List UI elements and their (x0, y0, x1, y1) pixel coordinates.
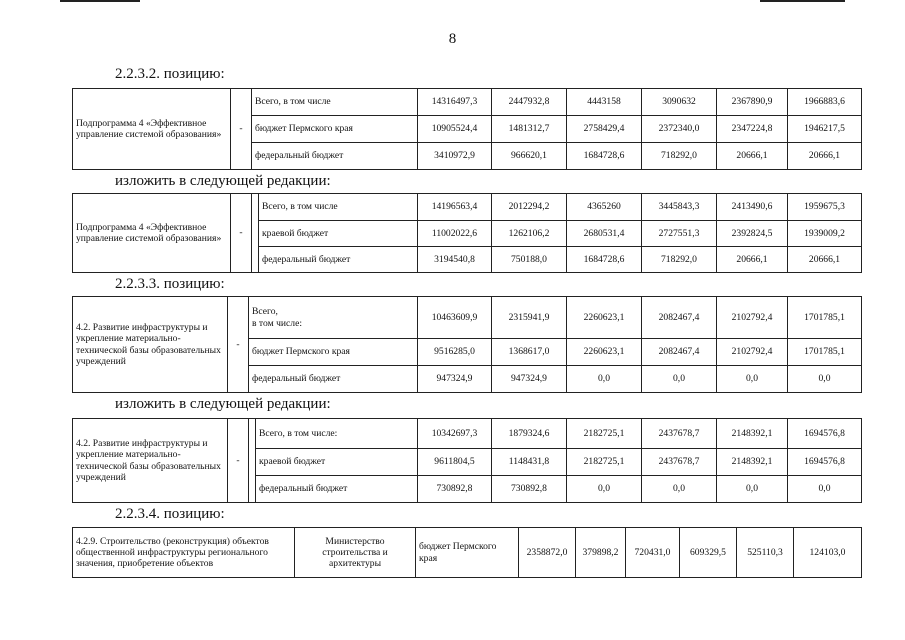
value-cell: 1262106,2 (492, 221, 567, 247)
value-cell: 1946217,5 (788, 116, 862, 143)
dash-cell: - (231, 89, 252, 170)
table-original-subprogram-4 (72, 88, 862, 170)
value-cell: 4365260 (567, 194, 642, 221)
measure-name: 4.2. Развитие инфраструктуры и укрепление материально-технической базы образовательных учреждений (73, 419, 228, 503)
value-cell: 1701785,1 (788, 297, 862, 339)
value-cell: 2082467,4 (642, 339, 717, 366)
row-label: федеральный бюджет (259, 247, 418, 273)
value-cell: 2437678,7 (642, 449, 717, 476)
value-cell: 947324,9 (418, 366, 492, 393)
value-cell: 0,0 (717, 476, 788, 503)
value-cell: 2392824,5 (717, 221, 788, 247)
value-cell: 2260623,1 (567, 297, 642, 339)
table-row (73, 89, 862, 116)
value-cell: 2367890,9 (717, 89, 788, 116)
value-cell: 3445843,3 (642, 194, 717, 221)
value-cell: 2315941,9 (492, 297, 567, 339)
value-cell: 750188,0 (492, 247, 567, 273)
table-row (73, 528, 862, 578)
dash-cell: - (231, 194, 252, 273)
row-label: бюджет Пермского края (249, 339, 418, 366)
dash-cell: - (228, 419, 249, 503)
value-cell: 2182725,1 (567, 449, 642, 476)
value-cell: 2082467,4 (642, 297, 717, 339)
heading-new-edition-1: изложить в следующей редакции: (115, 173, 331, 189)
value-cell: 1481312,7 (492, 116, 567, 143)
heading-2-2-3-3: 2.2.3.3. позицию: (115, 276, 225, 292)
value-cell: 609329,5 (680, 528, 737, 578)
value-cell: 14316497,3 (418, 89, 492, 116)
value-cell: 0,0 (788, 366, 862, 393)
row-label: бюджет Пермского края (252, 116, 418, 143)
value-cell: 0,0 (642, 366, 717, 393)
table-original-4-2 (72, 296, 862, 393)
value-cell: 2758429,4 (567, 116, 642, 143)
table-row (73, 419, 862, 449)
measure-name: 4.2. Развитие инфраструктуры и укрепление материально-технической базы образовательных учреждений (73, 297, 228, 393)
value-cell: 9516285,0 (418, 339, 492, 366)
value-cell: 20666,1 (788, 247, 862, 273)
subprogram-name: Подпрограмма 4 «Эффективное управление системой образования» (73, 194, 231, 273)
row-label: федеральный бюджет (256, 476, 418, 503)
row-label: Всего, в том числе: (256, 419, 418, 449)
subprogram-name: Подпрограмма 4 «Эффективное управление системой образования» (73, 89, 231, 170)
heading-2-2-3-4: 2.2.3.4. позицию: (115, 506, 225, 522)
table-row (73, 194, 862, 221)
value-cell: 20666,1 (788, 143, 862, 170)
value-cell: 1368617,0 (492, 339, 567, 366)
value-cell: 720431,0 (626, 528, 680, 578)
value-cell: 2148392,1 (717, 419, 788, 449)
heading-new-edition-2: изложить в следующей редакции: (115, 396, 331, 412)
value-cell: 730892,8 (492, 476, 567, 503)
row-label: Всего, в том числе: (249, 297, 418, 339)
table-revised-subprogram-4 (72, 193, 862, 273)
value-cell: 2447932,8 (492, 89, 567, 116)
value-cell: 2727551,3 (642, 221, 717, 247)
value-cell: 1694576,8 (788, 419, 862, 449)
value-cell: 9611804,5 (418, 449, 492, 476)
page-number: 8 (448, 31, 457, 47)
value-cell: 0,0 (642, 476, 717, 503)
table-revised-4-2 (72, 418, 862, 503)
value-cell: 2413490,6 (717, 194, 788, 221)
value-cell: 3410972,9 (418, 143, 492, 170)
value-cell: 947324,9 (492, 366, 567, 393)
value-cell: 2347224,8 (717, 116, 788, 143)
value-cell: 0,0 (788, 476, 862, 503)
value-cell: 2148392,1 (717, 449, 788, 476)
row-label: федеральный бюджет (252, 143, 418, 170)
row-label: краевой бюджет (259, 221, 418, 247)
value-cell: 3090632 (642, 89, 717, 116)
value-cell: 3194540,8 (418, 247, 492, 273)
value-cell: 1694576,8 (788, 449, 862, 476)
value-cell: 0,0 (717, 366, 788, 393)
value-cell: 2012294,2 (492, 194, 567, 221)
value-cell: 2102792,4 (717, 297, 788, 339)
top-rule-left (60, 0, 140, 2)
value-cell: 10463609,9 (418, 297, 492, 339)
dash-cell: - (228, 297, 249, 393)
top-rule-right (760, 0, 845, 2)
value-cell: 1939009,2 (788, 221, 862, 247)
value-cell: 20666,1 (717, 143, 788, 170)
value-cell: 730892,8 (418, 476, 492, 503)
value-cell: 379898,2 (576, 528, 626, 578)
value-cell: 2372340,0 (642, 116, 717, 143)
value-cell: 11002022,6 (418, 221, 492, 247)
executor-cell: Министерство строительства и архитектуры (295, 528, 416, 578)
value-cell: 2680531,4 (567, 221, 642, 247)
value-cell: 10905524,4 (418, 116, 492, 143)
value-cell: 124103,0 (794, 528, 862, 578)
value-cell: 718292,0 (642, 247, 717, 273)
value-cell: 0,0 (567, 476, 642, 503)
value-cell: 2358872,0 (519, 528, 576, 578)
value-cell: 2437678,7 (642, 419, 717, 449)
heading-2-2-3-2: 2.2.3.2. позицию: (115, 66, 225, 82)
value-cell: 966620,1 (492, 143, 567, 170)
row-label: федеральный бюджет (249, 366, 418, 393)
measure-name: 4.2.9. Строительство (реконструкция) объектов общественной инфраструктуры регионального значения, приобретение объектов (73, 528, 295, 578)
value-cell: 1966883,6 (788, 89, 862, 116)
table-row (73, 297, 862, 339)
table-original-4-2-9 (72, 527, 862, 578)
spacer-cell (249, 419, 256, 503)
row-label: Всего, в том числе (259, 194, 418, 221)
value-cell: 0,0 (567, 366, 642, 393)
value-cell: 10342697,3 (418, 419, 492, 449)
value-cell: 4443158 (567, 89, 642, 116)
value-cell: 2182725,1 (567, 419, 642, 449)
value-cell: 2260623,1 (567, 339, 642, 366)
value-cell: 20666,1 (717, 247, 788, 273)
spacer-cell (252, 194, 259, 273)
value-cell: 14196563,4 (418, 194, 492, 221)
value-cell: 1959675,3 (788, 194, 862, 221)
row-label: бюджет Пермского края (416, 528, 519, 578)
row-label: Всего, в том числе (252, 89, 418, 116)
value-cell: 718292,0 (642, 143, 717, 170)
value-cell: 1684728,6 (567, 143, 642, 170)
value-cell: 2102792,4 (717, 339, 788, 366)
value-cell: 1148431,8 (492, 449, 567, 476)
value-cell: 1701785,1 (788, 339, 862, 366)
value-cell: 525110,3 (737, 528, 794, 578)
row-label: краевой бюджет (256, 449, 418, 476)
value-cell: 1879324,6 (492, 419, 567, 449)
value-cell: 1684728,6 (567, 247, 642, 273)
